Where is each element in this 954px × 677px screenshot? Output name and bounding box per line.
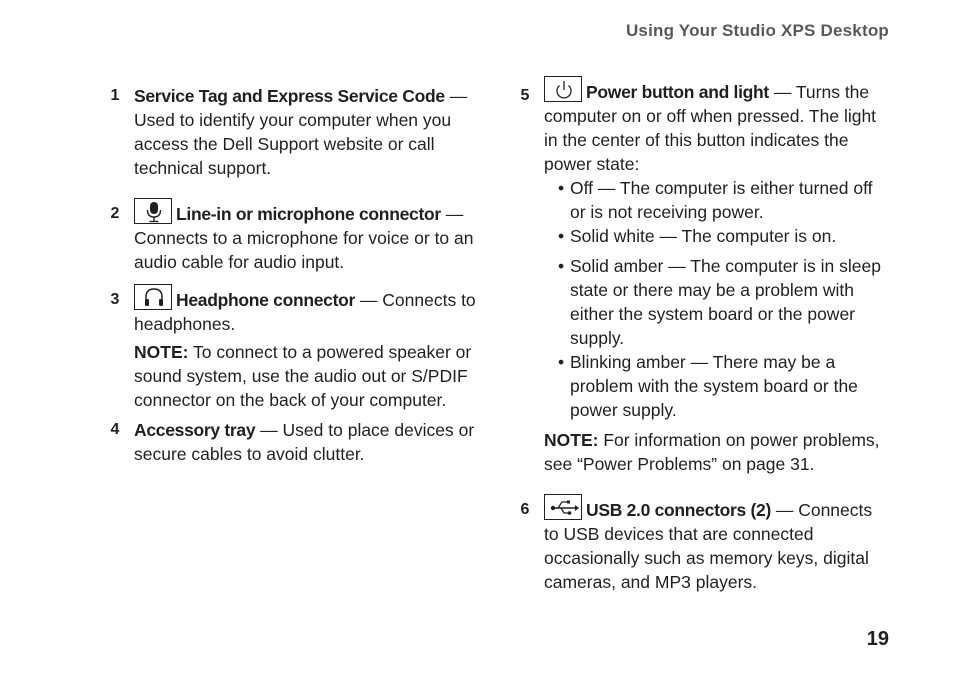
- item-title: Power button and light: [586, 82, 769, 102]
- note: [544, 428, 890, 476]
- running-header: Using Your Studio XPS Desktop: [625, 21, 889, 40]
- item-number: 3: [110, 291, 120, 308]
- headphone-icon: [134, 284, 172, 310]
- left-column: [108, 84, 478, 466]
- item-description: — Used to identify your computer when you access the Dell Support website or call technical support.: [134, 86, 468, 178]
- page-number: 19: [866, 628, 889, 650]
- list-item: • Solid amber — The computer is in sleep state or there may be a problem with either the system board or the power supply.: [558, 254, 890, 350]
- item-number: 4: [110, 421, 120, 438]
- power-state-list: [544, 176, 890, 422]
- item-title: Service Tag and Express Service Code: [134, 86, 445, 106]
- power-icon: [544, 76, 582, 102]
- list-item-4: [108, 418, 478, 466]
- item-number: 5: [520, 87, 530, 104]
- list-item-6: [518, 494, 890, 594]
- note-label: NOTE:: [544, 430, 599, 450]
- note-text: For information on power problems, see “Power Problems” on page 31.: [544, 430, 880, 474]
- item-description: — Connects to a microphone for voice or to an audio cable for audio input.: [134, 204, 474, 272]
- microphone-icon: [134, 198, 172, 224]
- item-description: — Connects to headphones.: [134, 290, 476, 334]
- note-text: To connect to a powered speaker or sound system, use the audio out or S/PDIF connector on the back of your computer.: [134, 342, 472, 410]
- item-description: — Turns the computer on or off when pressed. The light in the center of this button indicates the power state:: [544, 82, 877, 174]
- item-description: — Connects to USB devices that are connected occasionally such as memory keys, digital cameras, and MP3 players.: [544, 500, 873, 592]
- item-number: 1: [110, 87, 120, 104]
- item-number: 6: [520, 501, 530, 518]
- item-title: Headphone connector: [176, 290, 356, 310]
- list-item: • Off — The computer is either turned off or is not receiving power.: [558, 176, 890, 224]
- item-description: — Used to place devices or secure cables to avoid clutter.: [134, 420, 475, 464]
- list-item-1: [108, 84, 478, 180]
- item-title: Line-in or microphone connector: [176, 204, 441, 224]
- usb-icon: [544, 494, 582, 520]
- note: [134, 340, 478, 412]
- note-label: NOTE:: [134, 342, 189, 362]
- list-item-5: [518, 76, 890, 476]
- item-number: 2: [110, 205, 120, 222]
- list-item-3: [108, 284, 478, 412]
- right-column: [518, 76, 890, 594]
- item-title: Accessory tray: [134, 420, 256, 440]
- list-item: • Solid white — The computer is on.: [558, 224, 890, 248]
- list-item: • Blinking amber — There may be a problem with the system board or the power supply.: [558, 350, 890, 422]
- list-item-2: [108, 198, 478, 274]
- item-title: USB 2.0 connectors (2): [586, 500, 771, 520]
